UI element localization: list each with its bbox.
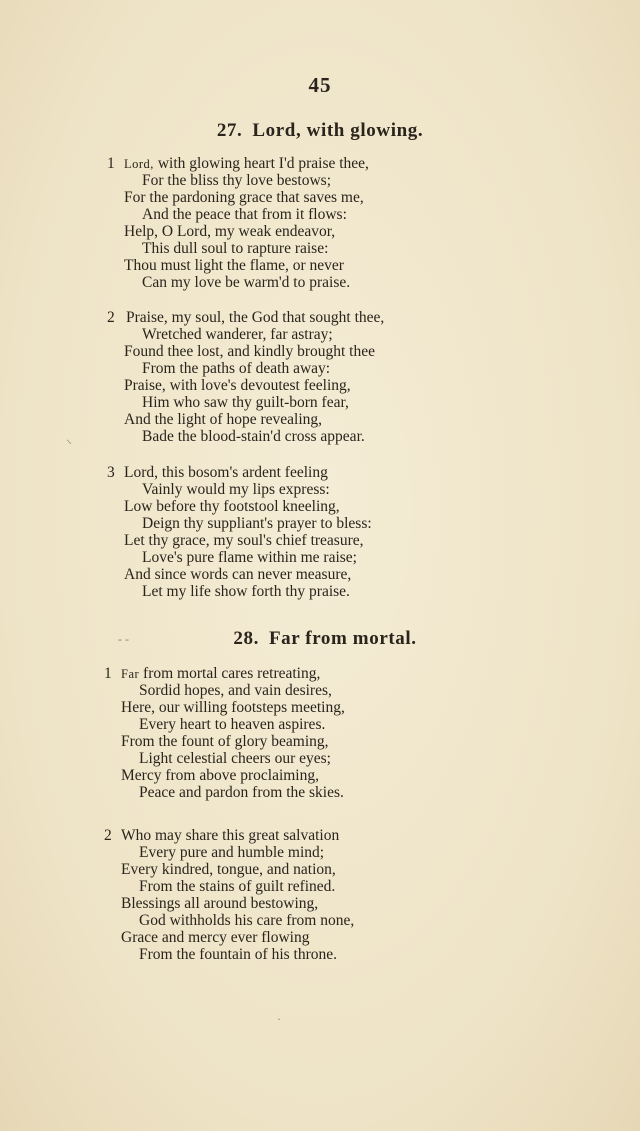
verse-line: And the peace that from it flows: [142, 206, 347, 223]
print-speck: ⸜ [66, 432, 73, 446]
verse-line: Can my love be warm'd to praise. [142, 274, 351, 291]
verse-line: From the fount of glory beaming, [121, 733, 329, 750]
verse-line: Every heart to heaven aspires. [139, 716, 326, 733]
verse-line: God withholds his care from none, [139, 912, 355, 929]
first-line-rest: with glowing heart I'd praise thee, [153, 155, 369, 172]
verse-line: From the fountain of his throne. [139, 946, 338, 963]
verse-line: Let thy grace, my soul's chief treasure, [124, 532, 364, 549]
verse-line: From the stains of guilt refined. [139, 878, 336, 895]
verse-line: Mercy from above proclaiming, [121, 767, 319, 784]
verse-line: Wretched wanderer, far astray; [142, 326, 333, 343]
verse-line [124, 155, 369, 173]
verse-number: 1 [107, 155, 115, 172]
print-speck: ‐ ‐ [118, 632, 129, 646]
verse-line: Blessings all around bestowing, [121, 895, 319, 912]
verse-number: 1 [104, 665, 112, 682]
verse-line: Light celestial cheers our eyes; [139, 750, 331, 767]
verse-line: Who may share this great salvation [121, 827, 340, 844]
verse-line: And the light of hope revealing, [124, 411, 323, 428]
verse-line: Love's pure flame within me raise; [142, 549, 357, 566]
verse-line: This dull soul to rapture raise: [142, 240, 329, 257]
hymn-title [15, 120, 625, 142]
verse-line: Sordid hopes, and vain desires, [139, 682, 332, 699]
verse-line: Thou must light the flame, or never [124, 257, 344, 274]
verse-number: 3 [107, 464, 115, 481]
verse-line: Lord, this bosom's ardent feeling [124, 464, 328, 481]
verse-line: Deign thy suppliant's prayer to bless: [142, 515, 372, 532]
verse-line: Vainly would my lips express: [142, 481, 330, 498]
verse-line: For the pardoning grace that saves me, [124, 189, 364, 206]
verse-line: And since words can never measure, [124, 566, 352, 583]
page-number: 45 [308, 73, 332, 97]
verse-line: Peace and pardon from the skies. [139, 784, 344, 801]
verse-line: From the paths of death away: [142, 360, 331, 377]
hymn-number: 27. [216, 120, 243, 141]
verse-line: Let my life show forth thy praise. [142, 583, 350, 600]
verse-line: For the bliss thy love bestows; [142, 172, 332, 189]
print-speck: · [277, 1012, 281, 1026]
verse-line: Help, O Lord, my weak endeavor, [124, 223, 336, 240]
first-line-rest: from mortal cares retreating, [139, 665, 321, 682]
verse-line: Praise, with love's devoutest feeling, [124, 377, 351, 394]
hymn-title-text: Lord, with glowing. [252, 120, 424, 141]
hymn-title [20, 628, 630, 650]
verse-line: Every kindred, tongue, and nation, [121, 861, 336, 878]
verse-line: Low before thy footstool kneeling, [124, 498, 340, 515]
verse-number: 2 [107, 309, 115, 326]
first-word: Lord, [124, 157, 154, 171]
verse-line: Every pure and humble mind; [139, 844, 325, 861]
verse-line: Found thee lost, and kindly brought thee [124, 343, 375, 360]
hymn-number: 28. [233, 628, 259, 649]
hymn-title-text: Far from mortal. [268, 628, 417, 649]
verse-line: Bade the blood-stain'd cross appear. [142, 428, 365, 445]
verse-line [121, 665, 320, 683]
verse-line: Praise, my soul, the God that sought thee, [126, 309, 385, 326]
verse-line: Him who saw thy guilt-born fear, [142, 394, 349, 411]
first-word: Far [121, 667, 140, 681]
verse-line: Here, our willing footsteps meeting, [121, 699, 345, 716]
verse-number: 2 [104, 827, 112, 844]
verse-line: Grace and mercy ever flowing [121, 929, 310, 946]
